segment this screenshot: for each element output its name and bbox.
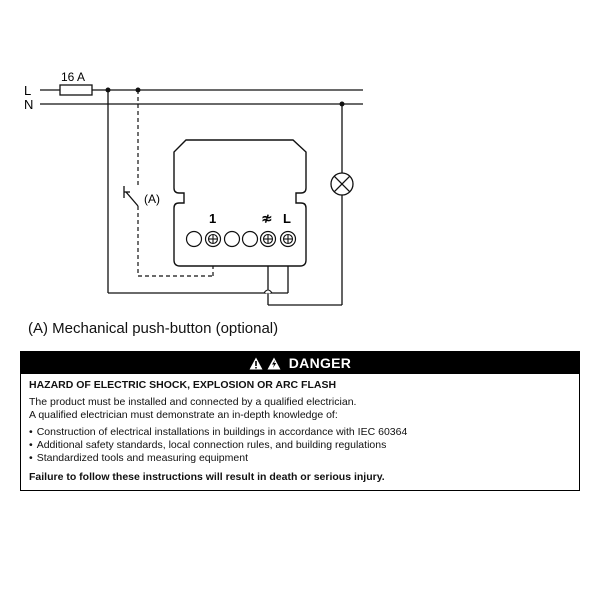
terminal-l-label: L bbox=[283, 211, 291, 226]
failure-warning: Failure to follow these instructions will result in death or serious injury. bbox=[29, 471, 385, 483]
danger-title: DANGER bbox=[288, 355, 352, 371]
list-item: • Construction of electrical installations in buildings in accordance with IEC 60364 bbox=[29, 426, 571, 439]
intro-line: The product must be installed and connected by a qualified electrician. bbox=[29, 396, 357, 408]
lamp-icon bbox=[331, 173, 353, 195]
terminal-1-label: 1 bbox=[209, 211, 217, 226]
terminal-empty-3 bbox=[243, 232, 258, 247]
pushbutton-caption: (A) Mechanical push-button (optional) bbox=[28, 320, 279, 337]
terminal-lamp-label: ≉ bbox=[261, 211, 273, 227]
warning-triangle-icon bbox=[267, 357, 281, 370]
fuse-rating: 16 A bbox=[61, 70, 86, 84]
label-l: L bbox=[24, 83, 32, 98]
terminal-empty-1 bbox=[187, 232, 202, 247]
fuse bbox=[60, 85, 92, 95]
pushbutton-symbol bbox=[124, 186, 138, 206]
danger-notice bbox=[20, 351, 580, 491]
list-item: • Standardized tools and measuring equipment bbox=[29, 452, 571, 465]
label-n: N bbox=[24, 97, 34, 112]
device-housing bbox=[174, 140, 306, 266]
warning-triangle-icon bbox=[249, 357, 263, 370]
terminal-empty-2 bbox=[225, 232, 240, 247]
intro-line: A qualified electrician must demonstrate an in-depth knowledge of: bbox=[29, 409, 338, 421]
danger-header bbox=[21, 352, 579, 374]
pushbutton-label: (A) bbox=[144, 192, 160, 206]
knowledge-list bbox=[29, 426, 571, 465]
hazard-heading: HAZARD OF ELECTRIC SHOCK, EXPLOSION OR ARC FLASH bbox=[29, 379, 337, 391]
list-item: • Additional safety standards, local connection rules, and building regulations bbox=[29, 439, 571, 452]
danger-body bbox=[21, 374, 579, 484]
